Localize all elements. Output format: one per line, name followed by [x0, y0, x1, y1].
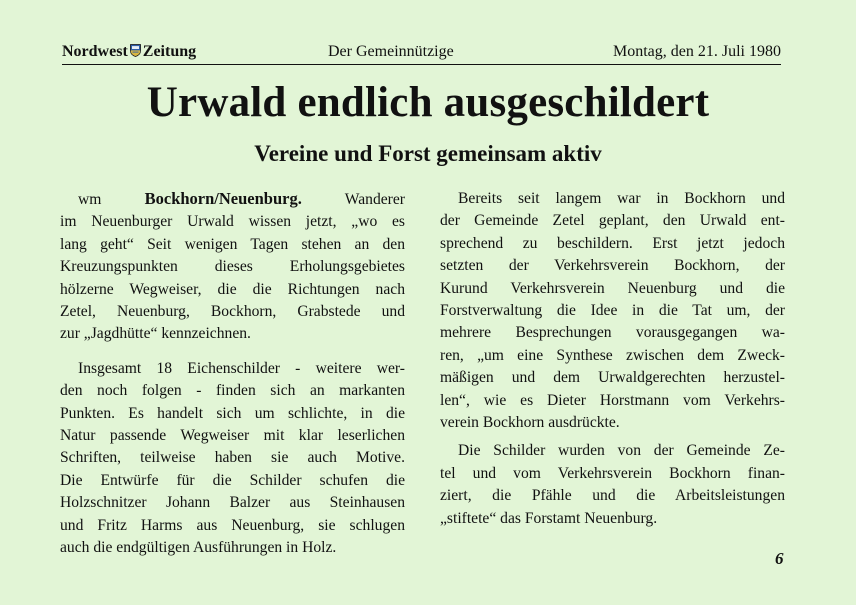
left-paragraph-2-line-4: Natur passende Wegweiser mit klar leserlichen — [60, 427, 405, 445]
newspaper-name-part-2: Zeitung — [142, 43, 197, 60]
right-paragraph-1-line-6: Forstverwaltung die Idee in die Tat um, der — [440, 302, 785, 320]
page-number: 6 — [775, 549, 784, 568]
right-paragraph-1-line-10: len“, wie es Dieter Horstmann vom Verkehrs- — [440, 391, 785, 409]
left-paragraph-1-line-5: hölzerne Wegweiser, die die Richtungen nach — [60, 280, 405, 298]
right-paragraph-1-line-8: ren, „um eine Synthese zwischen dem Zweck- — [440, 346, 785, 364]
newspaper-name-part-1: Nordwest — [62, 43, 128, 60]
right-paragraph-1-line-9: mäßigen und dem Urwaldgerechten herzustel- — [440, 369, 785, 387]
left-paragraph-2-line-5: Schriften, teilweise haben sie auch Motive. — [60, 449, 405, 467]
masthead — [62, 42, 781, 65]
right-paragraph-2 — [440, 440, 785, 530]
article-column-right — [440, 188, 785, 530]
author-initials: wm — [78, 191, 102, 208]
right-paragraph-1 — [440, 188, 785, 434]
coat-of-arms-icon — [130, 44, 141, 57]
right-paragraph-1-line-2: der Gemeinde Zetel geplant, den Urwald ent- — [440, 212, 785, 230]
left-paragraph-2-line-8: und Fritz Harms aus Neuenburg, sie schlugen — [60, 516, 405, 534]
right-paragraph-1-line-1: Bereits seit langem war in Bockhorn und — [458, 190, 785, 207]
dateline-place: Bockhorn/Neuenburg. — [144, 189, 302, 208]
left-paragraph-2-line-9: auch die endgültigen Ausführungen in Holz. — [60, 539, 337, 557]
left-paragraph-1-line-3: lang geht“ Seit wenigen Tagen stehen an den — [60, 235, 405, 253]
right-paragraph-1-line-5: Kurund Verkehrsverein Neuenburg und die — [440, 279, 785, 297]
line-tail-word: Wanderer — [344, 191, 405, 208]
right-paragraph-1-line-4: setzten der Verkehrsverein Bockhorn, der — [440, 257, 785, 275]
right-paragraph-1-line-11: verein Bockhorn ausdrückte. — [440, 414, 620, 432]
left-paragraph-1 — [60, 188, 405, 346]
article-headline: Urwald endlich ausgeschildert — [146, 79, 710, 126]
left-paragraph-1-line-6: Zetel, Neuenburg, Bockhorn, Grabstede und — [60, 303, 405, 321]
article-column-left — [60, 188, 405, 560]
left-paragraph-1-line-2: im Neuenburger Urwald wissen jetzt, „wo es — [60, 213, 405, 231]
newspaper-name — [62, 43, 196, 61]
right-paragraph-2-line-3: ziert, die Pfähle und die Arbeitsleistungen — [440, 487, 785, 505]
article-subheadline: Vereine und Forst gemeinsam aktiv — [254, 141, 602, 166]
left-paragraph-1-line-1 — [60, 188, 405, 211]
publication-date: Montag, den 21. Juli 1980 — [613, 43, 781, 60]
left-paragraph-1-line-7: zur „Jagdhütte“ kennzeichnen. — [60, 325, 251, 343]
left-paragraph-2 — [60, 358, 405, 560]
right-paragraph-1-line-7: mehrere Besprechungen vorausgegangen wa- — [440, 324, 785, 342]
left-paragraph-1-line-4: Kreuzungspunkten dieses Erholungsgebietes — [60, 258, 405, 276]
right-paragraph-2-line-1: Die Schilder wurden von der Gemeinde Ze- — [458, 442, 785, 460]
left-paragraph-2-line-3: Punkten. Es handelt sich um schlichte, in die — [60, 404, 405, 422]
section-name: Der Gemeinnützige — [328, 43, 454, 60]
right-paragraph-2-line-2: tel und vom Verkehrsverein Bockhorn finan- — [440, 464, 785, 482]
right-paragraph-2-line-4: „stiftete“ das Forstamt Neuenburg. — [440, 509, 658, 527]
left-paragraph-2-line-2: den noch folgen - finden sich an markanten — [60, 382, 405, 400]
left-paragraph-2-line-7: Holzschnitzer Johann Balzer aus Steinhausen — [60, 494, 405, 512]
left-paragraph-2-line-6: Die Entwürfe für die Schilder schufen die — [60, 471, 405, 489]
right-paragraph-1-line-3: sprechend zu beschildern. Erst jetzt jedoch — [440, 234, 785, 252]
left-paragraph-2-line-1: Insgesamt 18 Eichenschilder - weitere wer- — [78, 359, 405, 377]
